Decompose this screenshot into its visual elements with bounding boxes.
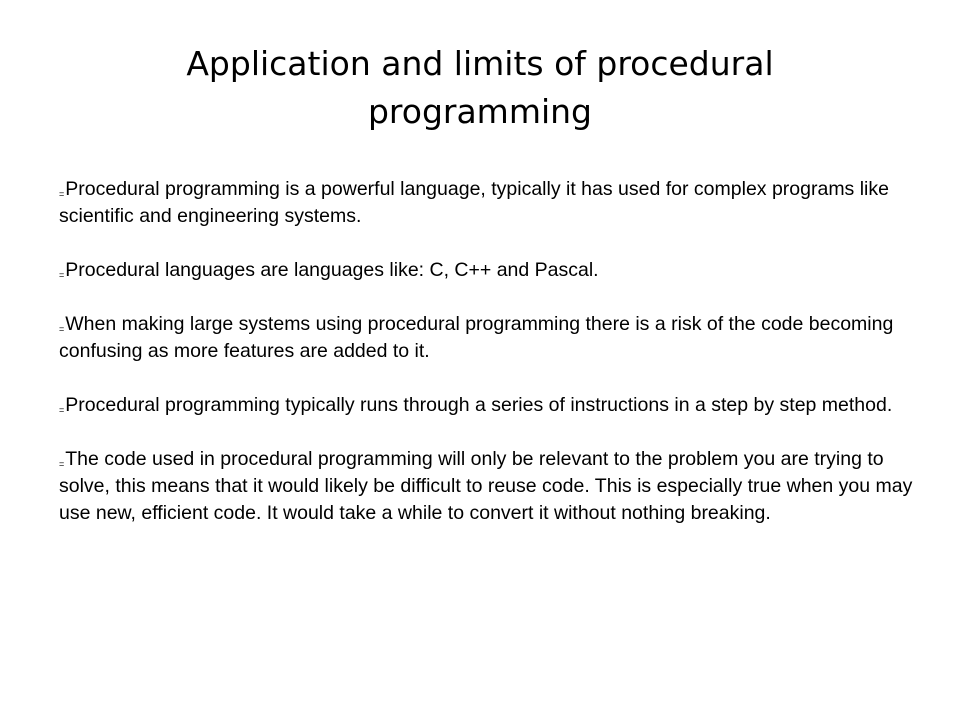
bullet-marker-icon: =	[59, 405, 65, 415]
bullet-text: The code used in procedural programming will only be relevant to the problem you are trying to solve, this means that it would likely be difficult to reuse code. This is especially true when you may use new, efficient code. It would take a while to convert it without nothing breaking.	[59, 448, 913, 524]
bullet-item	[59, 446, 914, 527]
bullet-marker-icon: =	[59, 189, 65, 199]
bullet-marker-icon: =	[59, 270, 65, 280]
bullet-marker-icon: =	[59, 459, 65, 469]
bullet-text: When making large systems using procedural programming there is a risk of the code becoming confusing as more features are added to it.	[59, 313, 894, 362]
bullet-text: Procedural languages are languages like: C, C++ and Pascal.	[65, 259, 599, 281]
bullet-text: Procedural programming typically runs through a series of instructions in a step by step method.	[65, 394, 893, 416]
bullet-list	[59, 176, 914, 527]
bullet-text: Procedural programming is a powerful language, typically it has used for complex programs like scientific and engineering systems.	[59, 178, 889, 227]
bullet-marker-icon: =	[59, 324, 65, 334]
slide-title: Application and limits of procedural programming	[186, 44, 774, 131]
bullet-item	[59, 257, 914, 284]
bullet-item	[59, 176, 914, 230]
bullet-item	[59, 392, 914, 419]
bullet-item	[59, 311, 914, 365]
